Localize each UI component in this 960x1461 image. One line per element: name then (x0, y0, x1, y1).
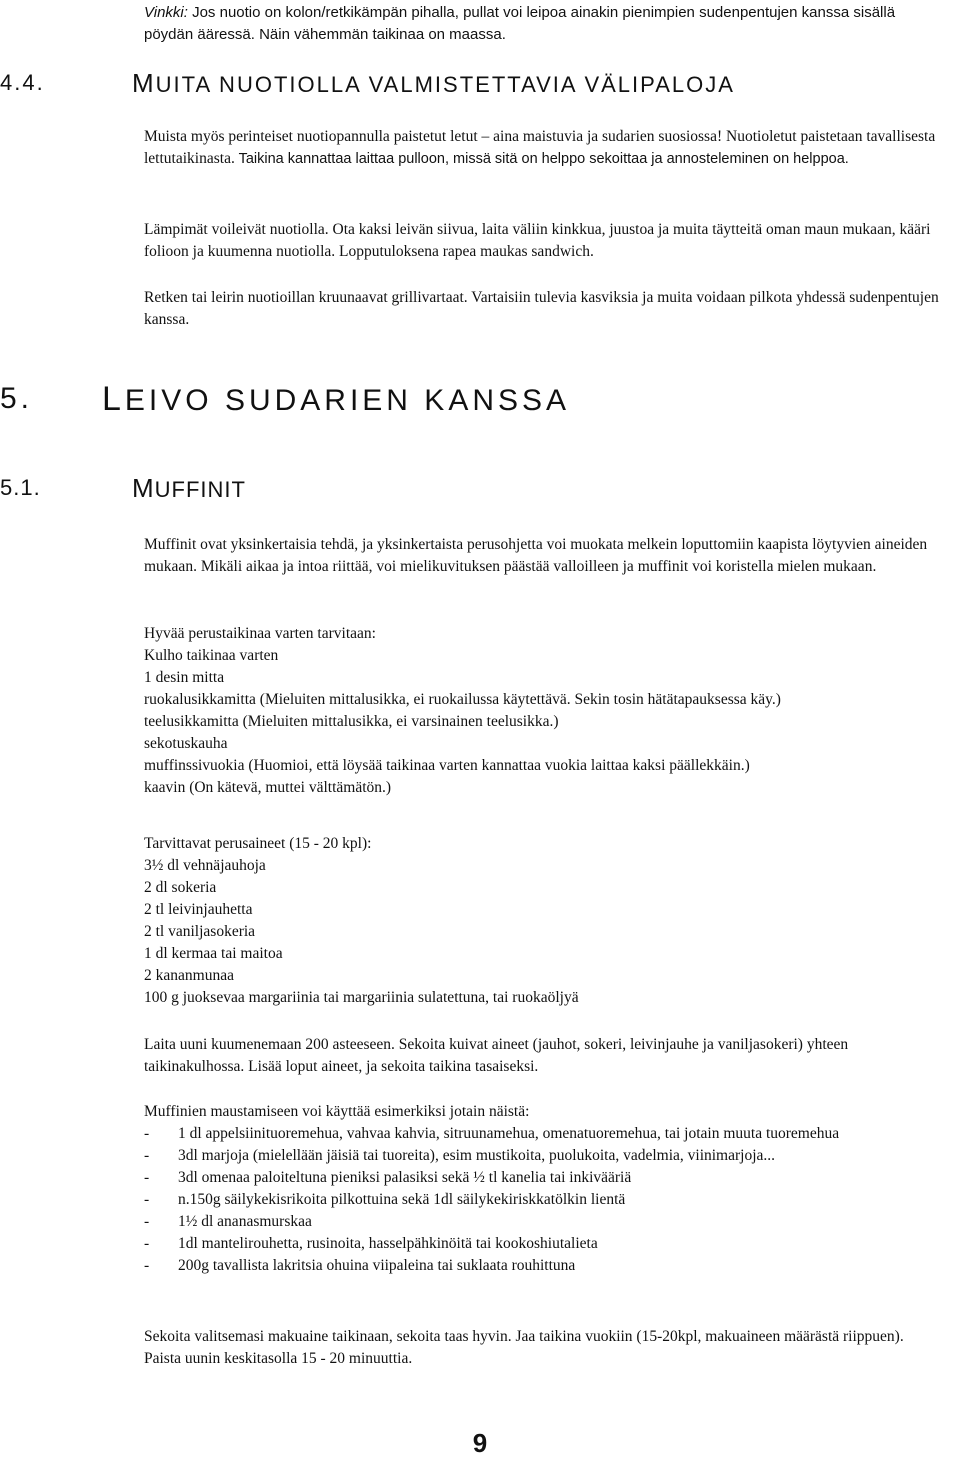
equipment-line: 1 desin mitta (144, 669, 225, 686)
flavor-item: - 3dl marjoja (mielellään jäisiä tai tuoreita), esim mustikoita, puolukoita, vadelmia, viinimarjoja... (144, 1145, 944, 1167)
page-number: 9 (472, 1428, 488, 1458)
paragraph-muffin-intro: Muffinit ovat yksinkertaisia tehdä, ja yksinkertaista perusohjetta voi muokata melkein loputtomiin kaapista löytyvien aineiden mukaan. Mikäli aikaa ja intoa riittää, voi mielikuvituksen päästää valloilleen ja muffinit voi koristella mielen mukaan. (144, 536, 928, 575)
heading-5-1-initial: M (132, 473, 155, 503)
flavor-item: - 1dl mantelirouhetta, rusinoita, hasselpähkinöitä tai kookoshiutalieta (144, 1233, 944, 1255)
ingredient-line: 100 g juoksevaa margariinia tai margariinia sulatettuna, tai ruokaöljyä (144, 989, 579, 1006)
heading-4-4-number: 4.4. (0, 70, 45, 95)
flavor-item: - 1½ dl ananasmurskaa (144, 1211, 944, 1233)
flavor-list (144, 1123, 944, 1277)
ingredient-line: 3½ dl vehnäjauhoja (144, 857, 266, 874)
equipment-line: Kulho taikinaa varten (144, 647, 279, 664)
heading-5-title (102, 379, 570, 421)
heading-5-number: 5. (0, 382, 34, 415)
equipment-list (144, 623, 944, 799)
heading-5-1-rest: UFFINIT (154, 477, 246, 502)
heading-5-1-number: 5.1. (0, 475, 41, 500)
ingredient-line: 2 tl leivinjauhetta (144, 901, 253, 918)
ingredient-line: 2 kananmunaa (144, 967, 234, 984)
flavor-item: - 1 dl appelsiinituoremehua, vahvaa kahvia, sitruunamehua, omenatuoremehua, tai jotain muuta tuoremehua (144, 1123, 944, 1145)
equipment-line: kaavin (On kätevä, muttei välttämätön.) (144, 779, 392, 796)
paragraph-method: Laita uuni kuumenemaan 200 asteeseen. Sekoita kuivat aineet (jauhot, sokeri, leivinjauhe ja vaniljasokeri) yhteen taikinakulhossa. Lisää loput aineet, ja sekoita taikina tasaiseksi. (144, 1036, 849, 1075)
paragraph-closing: Sekoita valitsemasi makuaine taikinaan, sekoita taas hyvin. Jaa taikina vuokiin (15-20kpl, makuaineen määrästä riippuen). Paista uunin keskitasolla 15 - 20 minuuttia. (144, 1328, 904, 1367)
flavor-item: - 3dl omenaa paloiteltuna pieniksi palasiksi sekä ½ tl kanelia tai inkivääriä (144, 1167, 944, 1189)
equipment-line: Hyvää perustaikinaa varten tarvitaan: (144, 625, 376, 642)
ingredient-line: Tarvittavat perusaineet (15 - 20 kpl): (144, 835, 372, 852)
equipment-line: ruokalusikkamitta (Mieluiten mittalusikka, ei ruokailussa käytettävä. Sekin tosin hätätapauksessa käy.) (144, 691, 781, 708)
ingredient-line: 2 tl vaniljasokeria (144, 923, 256, 940)
equipment-line: teelusikkamitta (Mieluiten mittalusikka, ei varsinainen teelusikka.) (144, 713, 559, 730)
equipment-line: sekotuskauha (144, 735, 228, 752)
equipment-line: muffinssivuokia (Huomioi, että löysää taikinaa varten kannattaa vuokia laittaa kaksi päällekkäin.) (144, 757, 750, 774)
heading-5-1-title (132, 473, 246, 505)
flavor-item: - 200g tavallista lakritsia ohuina viipaleina tai suklaata rouhittuna (144, 1255, 944, 1277)
paragraph-pancakes (144, 126, 944, 170)
tip-paragraph (144, 2, 944, 46)
paragraph-pancakes-b: Taikina kannattaa laittaa pulloon, missä sitä on helppo sekoittaa ja annosteleminen on helppoa. (234, 151, 849, 167)
ingredient-line: 1 dl kermaa tai maitoa (144, 945, 283, 962)
heading-5-rest: EIVO SUDARIEN KANSSA (124, 384, 571, 417)
ingredient-list (144, 833, 944, 1009)
paragraph-skewers: Retken tai leirin nuotioillan kruunaavat grillivartaat. Vartaisiin tulevia kasviksia ja muita voidaan pilkota yhdessä sudenpentujen kanssa. (144, 289, 939, 328)
paragraph-pancakes-a: Muista myös perinteiset nuotiopannulla paistetut letut – aina maistuvia ja sudarien suosiossa! Nuotioletut paistetaan tavallisesta lettutaikinasta. (144, 128, 936, 167)
heading-4-4-rest: UITA NUOTIOLLA VALMISTETTAVIA VÄLIPALOJA (155, 72, 735, 97)
flavor-section (144, 1101, 944, 1277)
tip-text: Jos nuotio on kolon/retkikämpän pihalla, pullat voi leipoa ainakin pienimpien sudenpentujen kanssa sisällä pöydän ääressä. Näin vähemmän taikinaa on maassa. (144, 4, 896, 43)
flavor-intro: Muffinien maustamiseen voi käyttää esimerkiksi jotain näistä: (144, 1103, 530, 1120)
heading-4-4-initial: M (132, 68, 156, 98)
flavor-item: - n.150g säilykekisrikoita pilkottuina sekä 1dl säilykekiriskkatölkin lientä (144, 1189, 944, 1211)
heading-5-initial: L (102, 380, 125, 418)
tip-label: Vinkki: (144, 4, 188, 21)
heading-4-4-title (132, 68, 735, 100)
ingredient-line: 2 dl sokeria (144, 879, 217, 896)
paragraph-sandwich: Lämpimät voileivät nuotiolla. Ota kaksi leivän siivua, laita väliin kinkkua, juustoa ja muita täytteitä oman maun mukaan, kääri folioon ja kuumenna nuotiolla. Lopputuloksena rapea maukas sandwich. (144, 221, 931, 260)
